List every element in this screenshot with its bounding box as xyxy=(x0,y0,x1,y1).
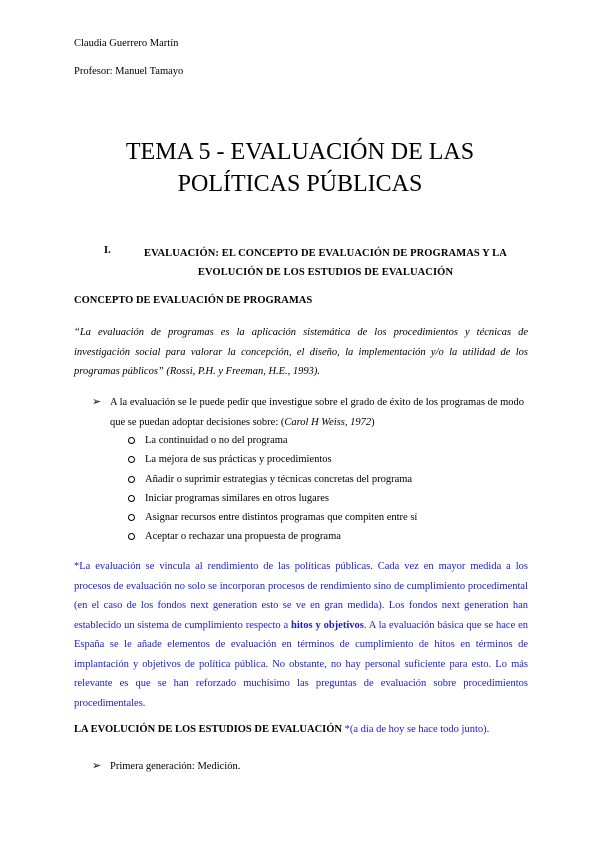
list-item: La mejora de sus prácticas y procedimientos xyxy=(128,450,417,469)
professor-name: Profesor: Manuel Tamayo xyxy=(74,66,184,77)
author-name: Claudia Guerrero Martín xyxy=(74,38,179,49)
circle-bullet-icon xyxy=(128,456,135,463)
title-line-2: POLÍTICAS PÚBLICAS xyxy=(177,171,423,197)
arrow-bullet-icon: ➢ xyxy=(92,760,102,772)
arrow-bullet-icon: ➢ xyxy=(92,396,102,408)
circle-bullet-icon xyxy=(128,437,135,444)
note-bold-term: hitos y objetivos xyxy=(291,619,364,631)
section-title xyxy=(128,244,523,282)
concept-bullet xyxy=(110,393,528,432)
list-item: Aceptar o rechazar una propuesta de programa xyxy=(128,527,417,546)
concept-bullet-citation: Carol H Weiss, 1972 xyxy=(284,416,372,428)
evolution-heading-text: LA EVOLUCIÓN DE LOS ESTUDIOS DE EVALUACIÓN xyxy=(74,724,345,735)
note-part-1: *La evaluación se vincula al rendimiento de las políticas públicas. Cada vez en mayor medida a los procesos de evaluación no solo se incorporan procesos de rendimiento sino de cumplimiento procedimental (en el caso de los fondos next generation esto se ve en gran medida). Los fondos next generation han establecido un sistema de cumplimiento respecto a xyxy=(74,561,528,631)
circle-bullet-icon xyxy=(128,476,135,483)
concept-bullet-text: A la evaluación se le puede pedir que investigue sobre el grado de éxito de los programas de modo que se puedan adoptar decisiones sobre: ( xyxy=(110,397,525,428)
section-title-line-2: EVOLUCIÓN DE LOS ESTUDIOS DE EVALUACIÓN xyxy=(197,267,454,278)
list-item: Iniciar programas similares en otros lugares xyxy=(128,489,417,508)
document-title xyxy=(60,136,540,200)
decisions-list xyxy=(128,431,417,547)
list-item: Añadir o suprimir estrategias y técnicas concretas del programa xyxy=(128,470,417,489)
evolution-heading xyxy=(74,724,489,735)
section-number: I. xyxy=(104,245,111,256)
concept-heading: CONCEPTO DE EVALUACIÓN DE PROGRAMAS xyxy=(74,295,313,306)
circle-bullet-icon xyxy=(128,533,135,540)
evaluation-note xyxy=(74,557,528,713)
evolution-heading-note: *(a día de hoy se hace todo junto). xyxy=(344,724,490,735)
evolution-first-item: Primera generación: Medición. xyxy=(110,761,241,772)
circle-bullet-icon xyxy=(128,495,135,502)
list-item: Asignar recursos entre distintos programas que compiten entre sí xyxy=(128,508,417,527)
definition-quote: “La evaluación de programas es la aplicación sistemática de los procedimientos y técnicas de investigación social para valorar la concepción, el diseño, la implementación y/o la utilidad de los programas públicos” (Rossi, P.H. y Freeman, H.E., 1993). xyxy=(74,327,528,377)
circle-bullet-icon xyxy=(128,514,135,521)
concept-bullet-close: ) xyxy=(371,416,375,428)
title-line-1: TEMA 5 - EVALUACIÓN DE LAS xyxy=(125,139,475,165)
section-title-line-1: EVALUACIÓN: EL CONCEPTO DE EVALUACIÓN DE PROGRAMAS Y LA xyxy=(144,248,507,259)
list-item: La continuidad o no del programa xyxy=(128,431,417,450)
note-part-2: . A la evaluación básica que se hace en España se le añade elementos de evaluación en términos de cumplimiento de hitos en términos de implantación y objetivos de política pública. No obstante, no hay personal suficiente para esto. Lo más relevante es que se han reforzado muchísimo las preguntas de evaluación sobre procedimientos procedimentales. xyxy=(74,619,528,709)
